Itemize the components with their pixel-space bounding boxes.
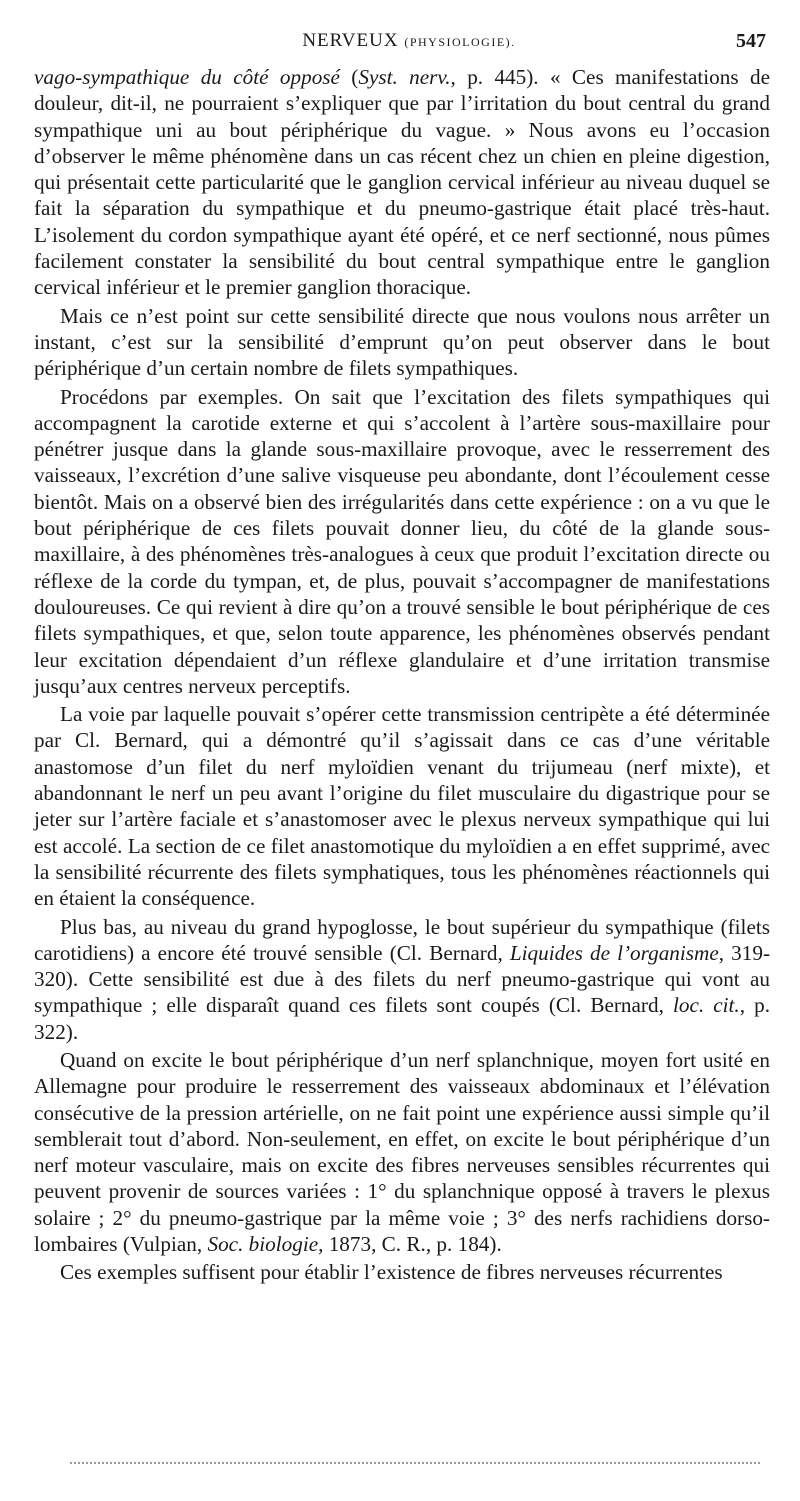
running-title — [52, 30, 766, 52]
paragraph-3 — [34, 384, 770, 700]
paragraph-7 — [34, 1259, 770, 1285]
text-run: Procédons par exemples. On sait que l’excitation des filets sympathiques qui accompagnent la carotide externe et qui s’accolent à l’artère sous-maxillaire pour pénétrer jusque dans la glande sous-maxillaire provoque, avec le resserrement des vaisseaux, l’excrétion d’une salive visqueuse peu abondante, dont l’écoulement cesse bientôt. Mais on a observé bien des irrégularités dans cette expérience : on a vu que le bout périphérique de ces filets pouvait donner lieu, du côté de la glande sous-maxillaire, à des phénomènes très-analogues à ceux que produit l’excitation directe ou réflexe de la corde du tympan, et, de plus, pouvait s’accompagner de manifestations douloureuses. Ce qui revient à dire qu’on a trouvé sensible le bout périphérique de ces filets sympathiques, et que, selon toute apparence, les phénomènes observés pendant leur excitation dépendaient d’un réflexe glandulaire et d’une irritation transmise jusqu’aux centres nerveux perceptifs. — [34, 384, 770, 698]
text-run: ( — [339, 65, 359, 89]
text-run: , p. 445). « Ces manifestations de douleur, dit-il, ne pourraient s’expliquer que par l’irritation du bout central du grand sympathique uni au bout périphérique du vague. » Nous avons eu l’occasion d’observer le même phénomène dans un cas récent chez un chien en pleine digestion, qui présentait cette particularité que le ganglion cervical inférieur au niveau duquel se fait la séparation du sympathique et du pneumo-gastrique était placé très-haut. L’isolement du cordon sympathique ayant été opéré, et ce nerf sectionné, nous pûmes facilement constater la sensibilité du bout central sympathique entre le ganglion cervical inférieur et le premier ganglion thoracique. — [34, 65, 770, 300]
paragraph-6 — [34, 1047, 770, 1257]
text-run: Mais ce n’est point sur cette sensibilité directe que nous voulons nous arrêter un instant, c’est sur la sensibilité d’emprunt qu’on peut observer dans le bout périphérique d’un certain nombre de filets sympathiques. — [34, 303, 770, 381]
running-title-section: (PHYSIOLOGIE). — [404, 35, 516, 49]
running-title-main: NERVEUX — [302, 30, 399, 51]
paragraph-4 — [34, 701, 770, 911]
text-run: Plus bas, au niveau du grand hypoglosse, le bout supérieur du sympathique (filets carotidiens) a encore été trouvé sensible (Cl. Bernard, — [34, 914, 770, 965]
text-run: Quand on excite le bout périphérique d’un nerf splanchnique, moyen fort usité en Allemagne pour produire le resserrement des vaisseaux abdominaux et l’élévation consécutive de la pression artérielle, on ne fait point une expérience aussi simple qu’il semblerait tout d’abord. Non-seulement, en effet, on excite le bout périphérique d’un nerf moteur vasculaire, mais on excite des fibres nerveuses sensibles récurrentes qui peuvent provenir de sources variées : 1° du splanchnique opposé à travers le plexus solaire ; 2° du pneumo-gastrique par la même voie ; 3° des nerfs rachidiens dorso-lombaires (Vulpian, — [34, 1047, 770, 1257]
page-number: 547 — [736, 30, 766, 52]
italic-run: Liquides de l’organisme — [509, 940, 719, 965]
running-head — [52, 30, 766, 58]
text-run: Ces exemples suffisent pour établir l’existence de fibres nerveuses récurrentes — [60, 1260, 723, 1285]
text-run: , p. 322). — [34, 993, 770, 1044]
text-run: La voie par laquelle pouvait s’opérer cette transmission centripète a été déterminée par Cl. Bernard, qui a démontré qu’il s’agissait dans ce cas d’une véritable anastomose d’un filet du nerf myloïdien venant du trijumeau (nerf mixte), et abandonnant le nerf un peu avant l’origine du filet musculaire du digastrique pour se jeter sur l’artère faciale et s’anastomoser avec le plexus nerveux sympathique qui lui est accolé. La section de ce filet anastomotique du myloïdien a en effet supprimé, avec la sensibilité récurrente des filets symphatiques, tous les phénomènes réactionnels qui en étaient la conséquence. — [34, 702, 770, 911]
paragraph-5 — [34, 914, 770, 1045]
footer-rule — [70, 1462, 760, 1464]
paragraph-2 — [34, 303, 770, 382]
italic-run: loc. cit. — [672, 993, 740, 1018]
italic-run: Syst. nerv. — [358, 65, 451, 89]
italic-run: vago-sympathique du côté opposé — [34, 65, 340, 89]
italic-run: Soc. biologie — [207, 1232, 319, 1257]
paragraph-1 — [34, 64, 770, 301]
text-run: , 319-320). Cette sensibilité est due à des filets du nerf pneumo-gastrique qui vont au sympathique ; elle disparaît quand ces filets sont coupés (Cl. Bernard, — [34, 940, 770, 1018]
body-text — [34, 64, 770, 1286]
text-run: , 1873, C. R., p. 184). — [318, 1232, 502, 1257]
